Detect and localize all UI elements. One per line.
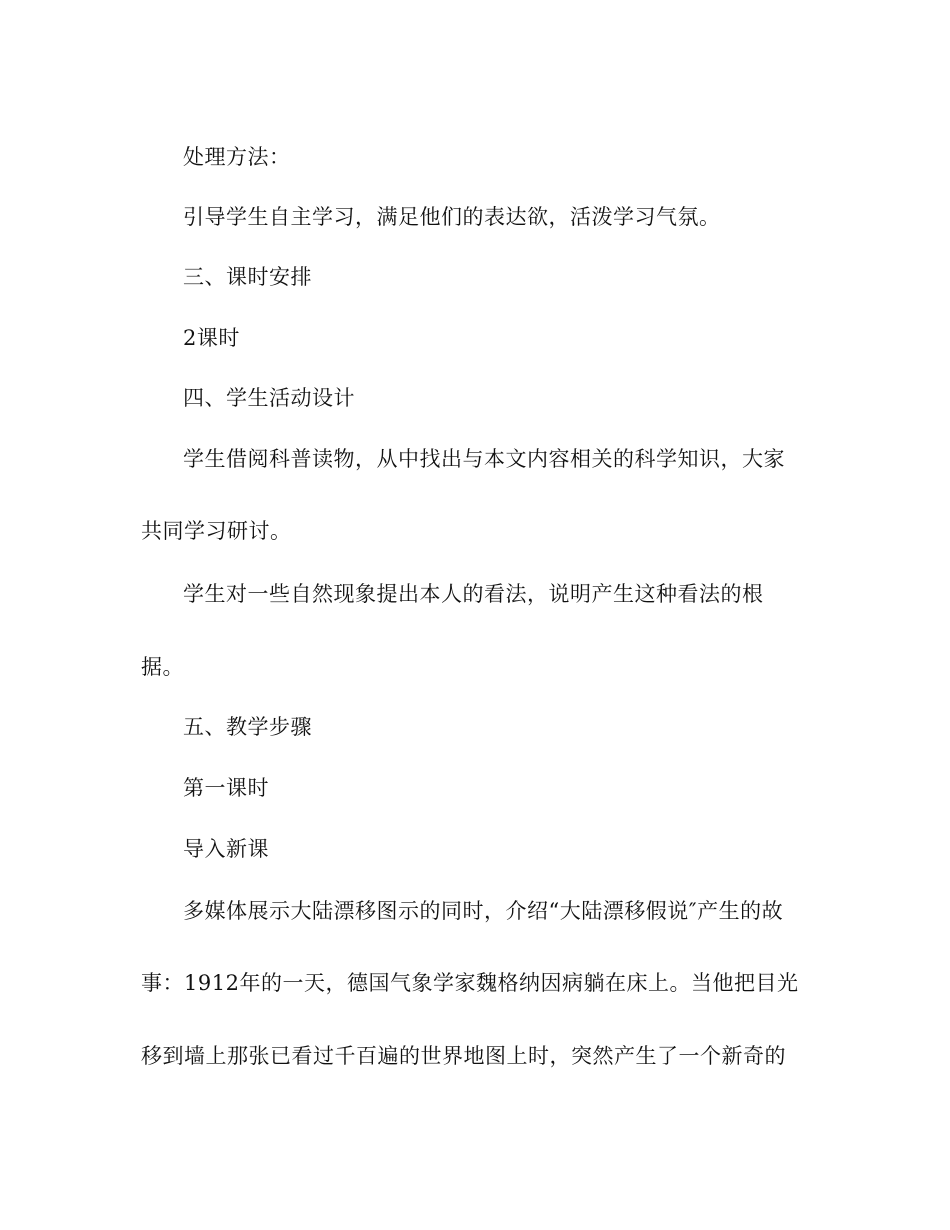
text-line-world-map: 移到墙上那张已看过千百遍的世界地图上时，突然产生了一个新奇的 [141,1044,786,1068]
text-line-story-1912: 事：1912年的一天，德国气象学家魏格纳因病躺在床上。当他把目光 [141,971,799,995]
heading-first-period: 第一课时 [183,776,269,800]
text-line-borrow-readings: 学生借阅科普读物，从中找出与本文内容相关的科学知识，大家 [183,447,785,471]
heading-introduction: 导入新课 [183,837,269,861]
text-line-student-views: 学生对一些自然现象提出本人的看法，说明产生这种看法的根 [183,582,764,606]
heading-class-schedule: 三、课时安排 [183,265,312,289]
heading-student-activities: 四、学生活动设计 [183,386,355,410]
text-line-multimedia-display: 多媒体展示大陆漂移图示的同时，介绍“大陆漂移假说″产生的故 [183,899,784,923]
text-line-two-periods: 2课时 [183,326,240,350]
text-line-guide-students: 引导学生自主学习，满足他们的表达欲，活泼学习气氛。 [183,205,721,229]
text-line-student-views-cont: 据。 [141,655,184,679]
text-line-borrow-readings-cont: 共同学习研讨。 [141,519,292,543]
heading-teaching-steps: 五、教学步骤 [183,715,312,739]
text-line-handling-method: 处理方法： [183,145,291,169]
